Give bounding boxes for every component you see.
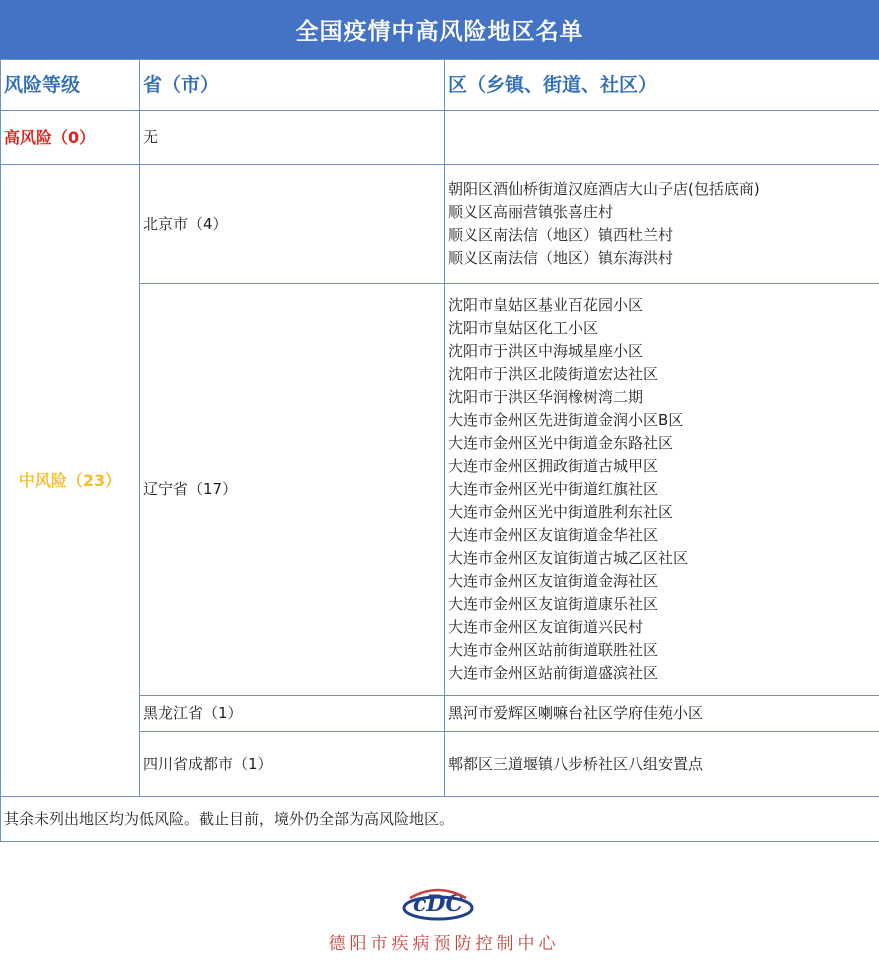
area-item: 大连市金州区站前街道盛滨社区 xyxy=(448,664,659,682)
areas-heilongjiang xyxy=(445,696,879,732)
area-item: 大连市金州区友谊街道金海社区 xyxy=(448,572,659,590)
area-item: 大连市金州区光中街道红旗社区 xyxy=(448,480,659,498)
area-item: 沈阳市皇姑区基业百花园小区 xyxy=(448,296,644,314)
svg-text:cDC: cDC xyxy=(413,891,463,917)
table-row-beijing xyxy=(1,165,879,284)
areas-liaoning xyxy=(445,284,879,696)
table-row-footnote xyxy=(1,797,879,842)
area-item: 沈阳市皇姑区化工小区 xyxy=(448,319,599,337)
province-beijing: 北京市（4） xyxy=(140,165,445,284)
area-item: 大连市金州区友谊街道兴民村 xyxy=(448,618,644,636)
header-province: 省（市） xyxy=(140,60,445,111)
areas-beijing xyxy=(445,165,879,284)
area-item: 顺义区南法信（地区）镇东海洪村 xyxy=(448,249,674,267)
page-title: 全国疫情中高风险地区名单 xyxy=(0,0,879,59)
table-row-high-risk xyxy=(1,111,879,165)
area-item: 大连市金州区光中街道胜利东社区 xyxy=(448,503,674,521)
header-risk-level: 风险等级 xyxy=(1,60,140,111)
header-district: 区（乡镇、街道、社区） xyxy=(445,60,879,111)
high-risk-province: 无 xyxy=(140,111,445,165)
high-risk-district xyxy=(445,111,879,165)
cdc-logo xyxy=(400,884,476,924)
area-item: 大连市金州区友谊街道古城乙区社区 xyxy=(448,549,689,567)
province-heilongjiang: 黑龙江省（1） xyxy=(140,696,445,732)
area-item: 沈阳市于洪区华润橡树湾二期 xyxy=(448,388,644,406)
area-item: 大连市金州区友谊街道金华社区 xyxy=(448,526,659,544)
province-sichuan: 四川省成都市（1） xyxy=(140,732,445,797)
organization-name: 德阳市疾病预防控制中心 xyxy=(328,934,560,954)
province-liaoning: 辽宁省（17） xyxy=(140,284,445,696)
area-item: 朝阳区酒仙桥街道汉庭酒店大山子店(包括底商) xyxy=(448,180,760,198)
area-item: 大连市金州区先进街道金润小区B区 xyxy=(448,411,684,429)
area-item: 顺义区南法信（地区）镇西杜兰村 xyxy=(448,226,674,244)
area-item: 顺义区高丽营镇张喜庄村 xyxy=(448,203,614,221)
table-header-row xyxy=(1,60,879,111)
area-item: 大连市金州区拥政街道古城甲区 xyxy=(448,457,659,475)
area-item: 大连市金州区站前街道联胜社区 xyxy=(448,641,659,659)
area-item: 郫都区三道堰镇八步桥社区八组安置点 xyxy=(448,754,704,773)
area-item: 大连市金州区光中街道金东路社区 xyxy=(448,434,674,452)
footnote: 其余未列出地区均为低风险。截止目前，境外仍全部为高风险地区。 xyxy=(1,797,879,842)
medium-risk-level: 中风险（23） xyxy=(1,165,140,797)
area-item: 黑河市爱辉区喇嘛台社区学府佳苑小区 xyxy=(448,704,704,722)
areas-sichuan xyxy=(445,732,879,797)
area-item: 大连市金州区友谊街道康乐社区 xyxy=(448,595,659,613)
area-item: 沈阳市于洪区中海城星座小区 xyxy=(448,342,644,360)
high-risk-level: 高风险（0） xyxy=(1,111,140,165)
area-item: 沈阳市于洪区北陵街道宏达社区 xyxy=(448,365,659,383)
risk-area-table xyxy=(0,59,879,842)
